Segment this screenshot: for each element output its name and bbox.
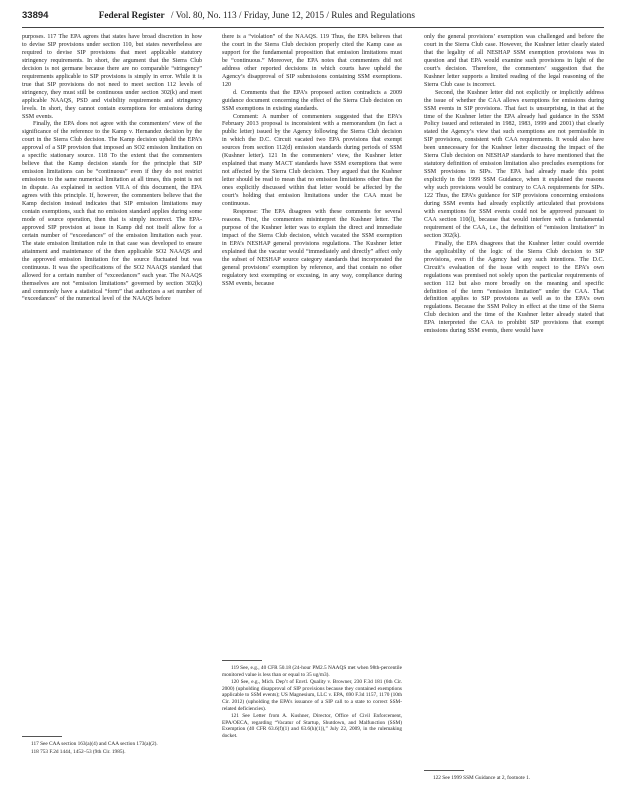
col3-paragraph-1: only the general provisions’ exemption was challenged and before the court in the Sierra Club case. However, the Kushner letter clearly stated that the legality of all NESHAP SSM exemption provisions was in question and that EPA would examine such provisions in light of the court’s decision. Therefore, the commenters’ suggestion that the Kushner letter supports a limited reading of the legal reasoning of the Sierra Club case is incorrect. bbox=[424, 34, 604, 88]
footnote-122: 122 See 1999 SSM Guidance at 2, footnote 1. bbox=[433, 775, 531, 781]
publication-name: Federal Register bbox=[98, 11, 165, 21]
col1-paragraph-1: purposes. 117 The EPA agrees that states have broad discretion in how to devise SIP provisions under section 110, but states nevertheless are required to devise SIP provisions that meet applicable statutory stringency requirements. In short, the argument that the Sierra Club decision is not germane because there are no comparable “stringency” requirements applicable to SIP provisions is simply in error. While it is true that SIP provisions do not need to meet section 112 levels of stringency, they must still be continuous under section 302(k) and meet applicable NAAQS, PSD and visibility requirements and stringency levels. In short, they cannot contain exemptions for emissions during SSM events. bbox=[22, 34, 202, 120]
footnote-rule bbox=[222, 660, 262, 661]
col2-paragraph-4: Response: The EPA disagrees with these comments for several reasons. First, the commenters misinterpret the Kushner letter. The purpose of the Kushner letter was to explain the direct and immediate impact of the Sierra Club decision, which vacated the SSM exemption in EPA’s NESHAP general provisions regulations. The Kushner letter explained that the vacatur would “immediately and directly” affect only the subset of NESHAP source category standards that incorporated the general provisions’ exemption by reference, and that contain no other regulatory text exempting or excusing, in any way, compliance during SSM events, because bbox=[222, 208, 402, 287]
col3-paragraph-3: Finally, the EPA disagrees that the Kushner letter could override the applicability of the logic of the Sierra Club decision to SIP provisions, even if the Agency had any such intentions. The D.C. Circuit’s evaluation of the issue with respect to the EPA’s own regulations was premised not solely upon the particular requirements of section 112 but also more broadly on the meaning and specific definition of the term “emission limitation” under the CAA. That definition applies to SIP provisions as well as to the EPA’s own regulations. Because the SSM Policy in effect at the time of the Sierra Club decision and the time of the Kushner letter already stated that EPA interpreted the CAA to prohibit SIP provisions that exempt emissions during SSM events, there would have bbox=[424, 240, 604, 335]
footnote-rule bbox=[424, 770, 464, 771]
col2-paragraph-3: Comment: A number of commenters suggested that the EPA’s February 2013 proposal is inconsistent with a memorandum (in fact a public letter) issued by the Agency following the Sierra Club decision in which the D.C. Circuit vacated two EPA provisions that exempt sources from section 112(d) emission standards during periods of SSM (Kushner letter). 121 In the commenters’ view, the Kushner letter explained that many MACT standards have SSM exemptions that were not affected by the Sierra Club decision. They argued that the Kushner letter should be read to mean that no emission limitations other than the ones explicitly discussed within that letter would be affected by the court’s holding that emission limitations under the CAA must be continuous. bbox=[222, 113, 402, 208]
footnote-rule bbox=[22, 736, 62, 737]
footnotes-column-2 bbox=[222, 660, 402, 741]
column-1 bbox=[22, 34, 202, 304]
footnotes-column-1 bbox=[22, 736, 202, 756]
header-rule bbox=[22, 27, 604, 28]
footnote-118: 118 753 F.2d 1444, 1452–53 (9th Cir. 1985). bbox=[31, 748, 126, 755]
col2-paragraph-2: d. Comments that the EPA’s proposed action contradicts a 2009 guidance document concerning the effect of the Sierra Club decision on SSM exemptions in existing standards. bbox=[222, 89, 402, 112]
column-2 bbox=[222, 34, 402, 289]
col1-paragraph-2: Finally, the EPA does not agree with the commenters’ view of the significance of the reference to the Kamp v. Hernandez decision by the court in the Sierra Club decision. The Kamp decision upheld the EPA’s approval of a SIP provision that imposed an SO2 emission limitation on a specific stationary source. 118 To the extent that the commenters believe that the Kamp decision stands for the principle that SIP emission limitations can be “continuous” even if they do not restrict emissions to the same numerical limitation at all times, this point is not in dispute. As explained in section VII.A of this document, the EPA agrees with this principle. If, however, the commenters believe that the Kamp decision instead indicates that SIP emission limitations may contain exemptions, such that no emission standard applies during some mode of source operation, then that is simply incorrect. The EPA-approved SIP provision at issue in Kamp did not itself allow for a certain number of “exceedances” of the emission limitation each year. The state emission limitation rule in that case was developed to ensure attainment and maintenance of the then applicable SO2 NAAQS and the approved emission limitation for the source fluctuated but was continuous. It was the specifications of the SO2 NAAQS standard that allowed for a certain number of “exceedances” each year. The NAAQS themselves are not “emission limitations” governed by section 302(k) and commonly have a statistical “form” that authorizes a set number of “exceedances” of the numerical level of the NAAQS before bbox=[22, 121, 202, 303]
col3-paragraph-2: Second, the Kushner letter did not explicitly or implicitly address the issue of whether the CAA allows exemptions for emissions during SSM events in SIP provisions. That fact is unsurprising, in that at the time of the Kushner letter the EPA already had guidance in the SSM Policy issued and reiterated in 1982, 1983, 1999 and 2001) that clearly stated the Agency’s view that such exemptions are not permissible in SIP provisions, consistent with CAA requirements. It would also have been unnecessary for the Kushner letter discussing the impact of the Sierra Club decision on NESHAP standards to have mentioned that the statutory definition of emission limitation also precludes exemptions for SSM provisions in SIPs. The EPA had already made this point explicitly in the 1999 SSM Guidance, when it explained the reasons why such provisions would be contrary to CAA requirements for SIPs. 122 Thus, the EPA’s guidance for SIP provisions concerning emissions during SSM events had already explicitly articulated that provisions with exemptions for SSM events could not be approved pursuant to CAA section 110(l), because that would interfere with a fundamental requirement of the CAA, i.e., the definition of “emission limitation” in section 302(k). bbox=[424, 89, 604, 239]
column-3 bbox=[424, 34, 604, 336]
footnote-119: 119 See, e.g., 40 CFR 50.18 (24-hour PM2.5 NAAQS met when 98th-percentile monitored value is less than or equal to 35 ug/m3). bbox=[222, 665, 402, 678]
page-number: 33894 bbox=[22, 10, 49, 21]
issue-details: / Vol. 80, No. 113 / Friday, June 12, 2015 / Rules and Regulations bbox=[170, 11, 415, 21]
footnote-120: 120 See, e.g., Mich. Dep’t of Envtl. Quality v. Browner, 230 F.3d 181 (6th Cir. 2000) (upholding disapproval of SIP provisions because they contained exemptions applicable to SSM events); US Magnesium, LLC v. EPA, 690 F.3d 1157, 1170 (10th Cir. 2012) (upholding the EPA’s issuance of a SIP call to a state to correct SSM-related deficiencies). bbox=[222, 679, 402, 712]
col2-paragraph-1: there is a “violation” of the NAAQS. 119 Thus, the EPA believes that the court in the Sierra Club decision properly cited the Kamp case as support for the fundamental proposition that emission limitations must be “continuous.” Moreover, the EPA notes that commenters did not address other reported decisions in which courts have upheld the Agency’s disapproval of SIP submissions containing SSM exemptions. 120 bbox=[222, 34, 402, 88]
footnote-121: 121 See Letter from A. Kushner, Director, Office of Civil Enforcement, EPA/OECA, regarding “Vacatur of Startup, Shutdown, and Malfunction (SSM) Exemption (40 CFR 63.6(f)(1) and 63.6(h)(1)),” July 22, 2009, in the rulemaking docket. bbox=[222, 713, 402, 739]
footnotes-column-3 bbox=[424, 770, 604, 783]
page-header bbox=[22, 7, 604, 25]
footnote-117: 117 See CAA section 163(a)(4) and CAA section 173(a)(2). bbox=[31, 741, 158, 747]
